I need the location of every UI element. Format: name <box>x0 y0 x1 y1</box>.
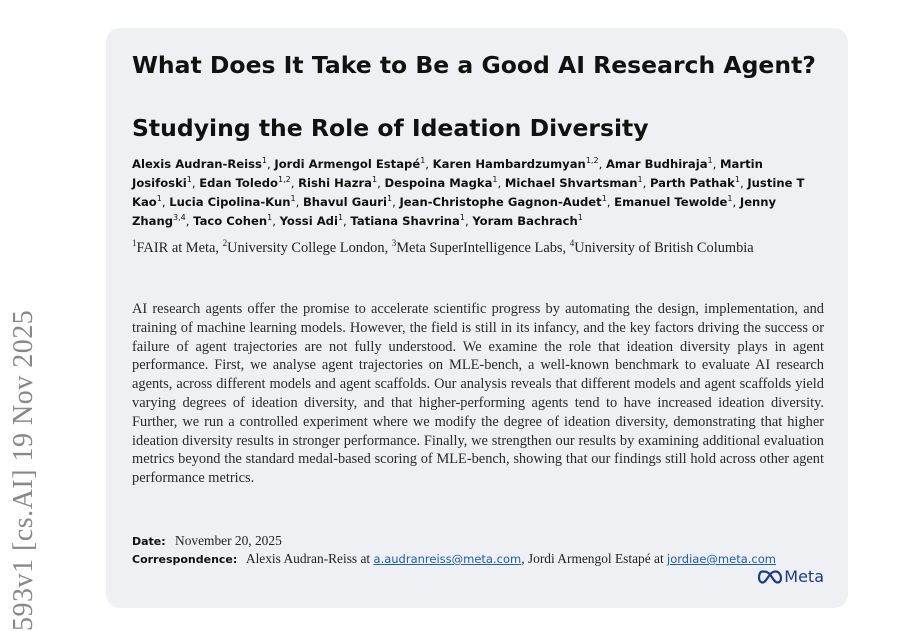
correspondence-label: Correspondence: <box>132 553 238 566</box>
paper-title: What Does It Take to Be a Good AI Research Agent? <box>132 51 816 79</box>
author-separator: , <box>642 176 650 190</box>
author-separator: , <box>464 214 473 228</box>
author <box>399 195 606 209</box>
author-affiliation-marker: 1 <box>186 175 192 185</box>
affiliation <box>392 240 563 256</box>
author <box>433 157 599 171</box>
author-affiliation-marker: 1 <box>637 175 643 185</box>
affiliation-name: Meta SuperIntelligence Labs <box>396 240 563 256</box>
affiliation-name: FAIR at Meta <box>136 240 216 256</box>
author <box>132 157 267 171</box>
correspondence-line <box>132 549 824 569</box>
correspondence-email-2[interactable]: jordiae@meta.com <box>667 552 776 566</box>
affiliation-marker: 4 <box>569 238 575 249</box>
author-name: Emanuel Tewolde <box>614 195 728 209</box>
author-name: Jordi Armengol Estapé <box>274 157 421 171</box>
author-name: Justine T Kao <box>132 176 805 209</box>
affiliation-list: $^1$FAIR at Meta, $^2$University College London, $^3$Meta SuperIntelligence Labs, $^4$University of British Columbia <box>132 238 754 256</box>
author-name: Yoram Bachrach <box>472 214 578 228</box>
author-separator: , <box>161 195 170 209</box>
author-affiliation-marker: 3,4 <box>173 213 186 223</box>
author-affiliation-marker: 1 <box>261 156 267 166</box>
author-separator: , <box>295 195 303 209</box>
author-name: Tatiana Shavrina <box>350 214 460 228</box>
author-name: Martin Josifoski <box>132 157 763 190</box>
date-label: Date: <box>132 535 166 548</box>
correspondence-separator: , <box>521 551 525 566</box>
correspondence-name-1: Alexis Audran-Reiss <box>245 551 358 566</box>
author <box>384 176 497 190</box>
author-name: Yossi Adi <box>279 214 338 228</box>
correspondence-at-2: at <box>654 551 664 566</box>
author-separator: , <box>272 214 280 228</box>
paper-header-card <box>106 28 848 608</box>
meta-logo <box>758 567 824 586</box>
author-affiliation-marker: 1 <box>372 175 378 185</box>
author-name: Bhavul Gauri <box>302 195 387 209</box>
author <box>298 176 377 190</box>
affiliation <box>132 240 215 256</box>
author <box>606 157 713 171</box>
author-name: Amar Budhiraja <box>605 157 708 171</box>
arxiv-identifier-stamp: 593v1 [cs.AI] 19 Nov 2025 <box>8 309 39 631</box>
meta-infinity-icon <box>758 570 782 584</box>
author-name: Parth Pathak <box>649 176 735 190</box>
author-affiliation-marker: 1 <box>459 213 465 223</box>
author-separator: , <box>425 157 433 171</box>
affiliation <box>570 240 754 256</box>
author <box>472 214 583 228</box>
author-name: Despoina Magka <box>384 176 493 190</box>
affiliation-marker: 3 <box>391 238 397 249</box>
author-name: Edan Toledo <box>199 176 278 190</box>
affiliation-marker: 2 <box>222 238 228 249</box>
author-name: Alexis Audran-Reiss <box>132 157 262 171</box>
author-affiliation-marker: 1,2 <box>585 156 599 166</box>
author-name: Jean-Christophe Gagnon-Audet <box>399 195 602 209</box>
author-affiliation-marker: 1 <box>156 194 162 204</box>
author-name: Michael Shvartsman <box>504 176 638 190</box>
correspondence-email-1[interactable]: a.audranreiss@meta.com <box>373 552 522 566</box>
author-separator: , <box>343 214 351 228</box>
author <box>199 176 291 190</box>
affiliation-name: University College London <box>227 240 385 256</box>
author-separator: , <box>712 157 720 171</box>
author-separator: , <box>392 195 400 209</box>
author-affiliation-marker: 1 <box>727 194 733 204</box>
author-name: Karen Hambardzumyan <box>432 157 586 171</box>
author-separator: , <box>598 157 606 171</box>
author-separator: , <box>497 176 505 190</box>
author-affiliation-marker: 1 <box>267 213 273 223</box>
author-name: Jenny Zhang <box>132 195 777 228</box>
author-separator: , <box>739 176 748 190</box>
meta-logo-text: Meta <box>784 567 824 586</box>
correspondence-at-1: at <box>360 551 371 566</box>
paper-subtitle: Studying the Role of Ideation Diversity <box>132 114 649 142</box>
affiliation-name: University of British Columbia <box>574 240 754 256</box>
author-affiliation-marker: 1 <box>734 175 740 185</box>
abstract: AI research agents offer the promise to accelerate scientific progress by automating the design, implementation, and training of machine learning models. However, the field is still in its infancy, and the key factors driving the success or failure of agent trajectories are not fully understood. We examine the role that ideation diversity plays in agent performance. First, we analyse agent trajectories on MLE-bench, a well-known benchmark to evaluate AI research agents, across different models and agent scaffolds. Our analysis reveals that different models and agent scaffolds yield varying degrees of ideation diversity, and that higher-performing agents tend to have increased ideation diversity. Further, we run a controlled experiment where we modify the degree of ideation diversity, demonstrating that higher ideation diversity results in stronger performance. Finally, we strengthen our results by examining additional evaluation metrics beyond the standard medal-based scoring of MLE-bench, showing that our findings still hold across other agent performance metrics. <box>132 301 824 487</box>
author-separator: , <box>377 176 385 190</box>
date-value: November 20, 2025 <box>175 533 282 548</box>
author <box>505 176 643 190</box>
author <box>193 214 272 228</box>
author <box>650 176 740 190</box>
author <box>280 214 343 228</box>
author-name: Rishi Hazra <box>298 176 372 190</box>
author-list <box>132 155 824 231</box>
author-affiliation-marker: 1 <box>386 194 393 204</box>
author-affiliation-marker: 1 <box>601 194 607 204</box>
affiliation <box>223 240 385 256</box>
date-line <box>132 531 824 551</box>
author-affiliation-marker: 1,2 <box>278 175 291 185</box>
author-affiliation-marker: 1 <box>577 213 583 223</box>
author-separator: , <box>185 214 194 228</box>
affiliation-marker: 1 <box>132 238 137 249</box>
author-name: Taco Cohen <box>193 214 268 228</box>
author-affiliation-marker: 1 <box>420 156 426 166</box>
author-separator: , <box>267 157 275 171</box>
author-affiliation-marker: 1 <box>290 194 296 204</box>
author-separator: , <box>191 176 200 190</box>
author <box>614 195 732 209</box>
author-name: Lucia Cipolina-Kun <box>169 195 291 209</box>
author-affiliation-marker: 1 <box>337 213 344 223</box>
author <box>350 214 465 228</box>
author <box>169 195 295 209</box>
author-separator: , <box>732 195 740 209</box>
author <box>274 157 425 171</box>
author-affiliation-marker: 1 <box>492 175 498 185</box>
author-affiliation-marker: 1 <box>707 156 713 166</box>
author-separator: , <box>290 176 299 190</box>
author-separator: , <box>606 195 615 209</box>
author <box>303 195 392 209</box>
correspondence-name-2: Jordi Armengol Estapé <box>527 551 651 566</box>
